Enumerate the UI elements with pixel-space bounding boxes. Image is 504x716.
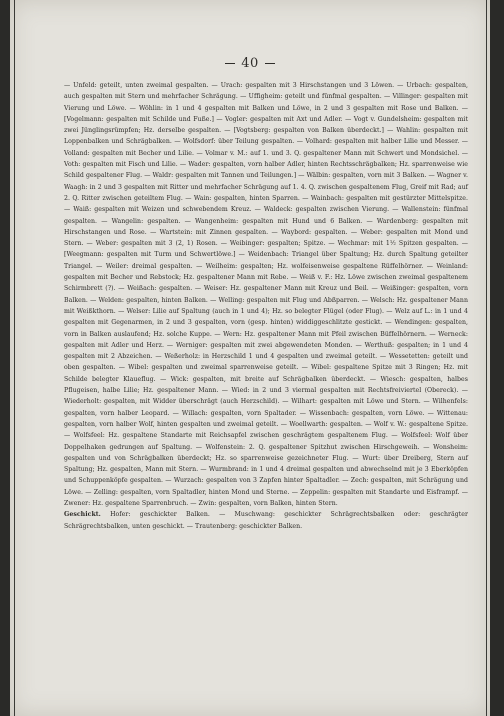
- page-edge-left: [14, 0, 15, 716]
- book-page: [10, 0, 490, 716]
- paragraph-last-text: Hofer: geschickter Balken. — Muschwang: geschickter Schrägrechtsbalken oder: geschrägter Schrägrechtsbalken, unten geschickt. — Trautenberg: geschickter Balken.: [64, 511, 468, 530]
- section-label: Geschickt.: [64, 511, 101, 519]
- page-body: [64, 80, 468, 532]
- dash-right: [265, 63, 275, 64]
- page-number: 40: [241, 56, 259, 71]
- paragraph-last: [64, 509, 468, 532]
- page-edge-right: [486, 0, 487, 716]
- paragraph-main: — Unfeld: geteilt, unten zweimal gespalten. — Urach: gespalten mit 3 Hirschstangen und 3 Löwen. — Urbach: gespalten, auch gespalten mit Stern und mehrfacher Schrägung. — Uffigheim: geteilt und fünfmal gespalten. — Villinger: gespalten mit Vierung und Löwe. — Wöhlin: in 1 und 4 gespalten mit Balken und Löwe, in 2 und 3 gespalten mit Rose und Balken. — [Vogelmann: gespalten mit Schilde und Fuße.] — Vogler: gespalten mit Axt und Adler. — Vogt v. Gundelsheim: gespalten mit zwei Jünglingsrümpfen; Hz. derselbe gespalten. — [Vogtsberg: gespalten von Balken überdeckt.] — Wahlin: gespalten mit Loppenbalken und Schrägbalken. — Wolfsdorf: über Teilung gespalten. — Volhard: gespalten mit halber Lilie und Messer. — Volland: gespalten mit Becher und Lilie. — Volmar v. M.: auf 1. und 3. Q. gespaltener Mann mit Schwert und Mondsichel. — Voth: gespalten mit Fisch und Lilie. — Wader: gespalten, vorn halber Adler, hinten Rechtsschrägbalken; Hz. sparrenweise wie Schild gespaltener Flug. — Waldr: gespalten mit Tannen und Teilungen.] — Wälbin: gespalten, vorn mit 3 Balken. — Wagner v. Waagh: in 2 und 3 gespalten mit Ritter und mehrfacher Schrägung auf 1. 4. Q. zwischen gespaltenem Flug, Greif mit Rad; auf 2. Q. Ritter zwischen geteiltem Flug. — Wain: gespalten, hinten Sparren. — Wainbach: gespalten mit gestürzter Mittelspitze. — Waiß: gespalten mit Weizen und schwebendem Kreuz. — Waldeck: gespalten zwischen Vierung. — Wallenstein: fünfmal gespalten. — Wangelin: gespalten. — Wangenheim: gespalten mit Hund und 6 Balken. — Wardenberg: gespalten mit Hirschstangen und Rose. — Wartstein: mit Zinnen gespalten. — Waybord: gespalten. — Weber: gespalten mit Mond und Stern. — Weber: gespalten mit 3 (2, 1) Rosen. — Weibinger: gespalten; Spitze. — Wechmar: mit 1½ Spitzen gespalten. — [Weegmann: gespalten mit Turm und Schwertlöwe.] — Weidenbach: Triangel über Spaltung; Hz. durch Spaltung geteilter Triangel. — Weiler: dreimal gespalten. — Weilheim: gespalten; Hz. wolfeisenweise gespaltene Rüffelhörner. — Weinland: gespalten mit Becher und Rebstock; Hz. gespaltener Mann mit Rebe. — Weiß v. F.: Hz. Löwe zwischen zweimal gespaltenem Schirmbrett (?). — Weißach: gespalten. — Weiser: Hz. gespaltener Mann mit Kreuz und Beil. — Weißinger: gespalten, vorn Balken. — Welden: gespalten, hinten Balken. — Welling: gespalten mit Flug und Abßparren. — Welsch: Hz. gespaltener Mann mit Weißkthorn. — Welser: Lilie auf Spaltung (auch in 1 und 4); Hz. so belegter Flügel (oder Flug). — Welz auf L.: in 1 und 4 gespalten mit Gegenarmen, in 2 und 3 gespalten, vorn (gesp. hinten) widdiggeschlitzte gestickt. — Wendingen: gespalten, vorn in Balken auslaufend; Hz. solche Kuppe. — Wern: Hz. gespaltener Mann mit Pfeil zwischen Büffelhörnern. — Werneck: gespalten mit Adler und Herz. — Werniger: gespalten mit zwei abgewendeten Monden. — Werthuß: gespalten; in 1 und 4 gespalten mit 2 Abzeichen. — Weßerholz: in Herzschild 1 und 4 gespalten und zweimal geteilt. — Wessetetten: geteilt und oben gespalten. — Wibel: gespalten und zweimal sparrenweise geteilt. — Wibel: gespaltene Spitze mit 3 Ringen; Hz. mit Schilde belegter Klaueflug. — Wick: gespalten, mit breite auf Schrägbalken überdeckt. — Wiesch: gespalten, halbes Pflugeisen, halbe Lilie; Hz. gespaltener Mann. — Wied: in 2 und 3 viermal gespalten mit Rechtsfreiviertel (Obereck). — Wiederholt: gespalten, mit Widder überschrägt (auch Herzschild). — Wilhart: gespalten mit Löwe und Stern. — Wilhenfels: gespalten, vorn halber Leopard. — Willach: gespalten, vorn Spaltader. — Wissenbach: gespalten, vorn Löwe. — Wittenau: gespalten, vorn halber Wolf, hinten gespalten und zweimal geteilt. — Woellwarth: gespalten. — Wolf v. W.: gespaltene Spitze. — Wolfsfeel: Hz. gespaltene Standarte mit Reichsapfel zwischen geschrägtem gespaltenem Flug. — Wolfsfeel: Wolf über Doppelhaken gedrungen auf Spaltung. — Wolfenstein: 2. Q. gespaltener Spitzhut zwischen Hirschgeweih. — Wonsheim: gespalten und von Schrägbalken überdeckt; Hz. so sparrenweise gezeichneter Flug. — Wurt: über Dreiberg, Stern auf Spaltung; Hz. gespalten, Mann mit Stern. — Wurmbrand: in 1 und 4 dreimal gespalten und abwechselnd mit je 3 Eberköpfen und Schuppenköpfe gespalten. — Wurzach: gespalten von 3 Zapfen hinter Spaltadler. — Zech: gespalten, mit Schrägung und Löwe. — Zelling: gespalten, vorn Spaltadler, hinten Mond und Sterne. — Zeppelin: gespalten mit Standarte und Eisframpf. — Zwener: Hz. gespaltene Sparrenbruch. — Zwin: gespalten, vorn Balken, hinten Stern.: [64, 82, 468, 507]
- dash-left: [225, 63, 235, 64]
- page-number-header: [10, 56, 490, 71]
